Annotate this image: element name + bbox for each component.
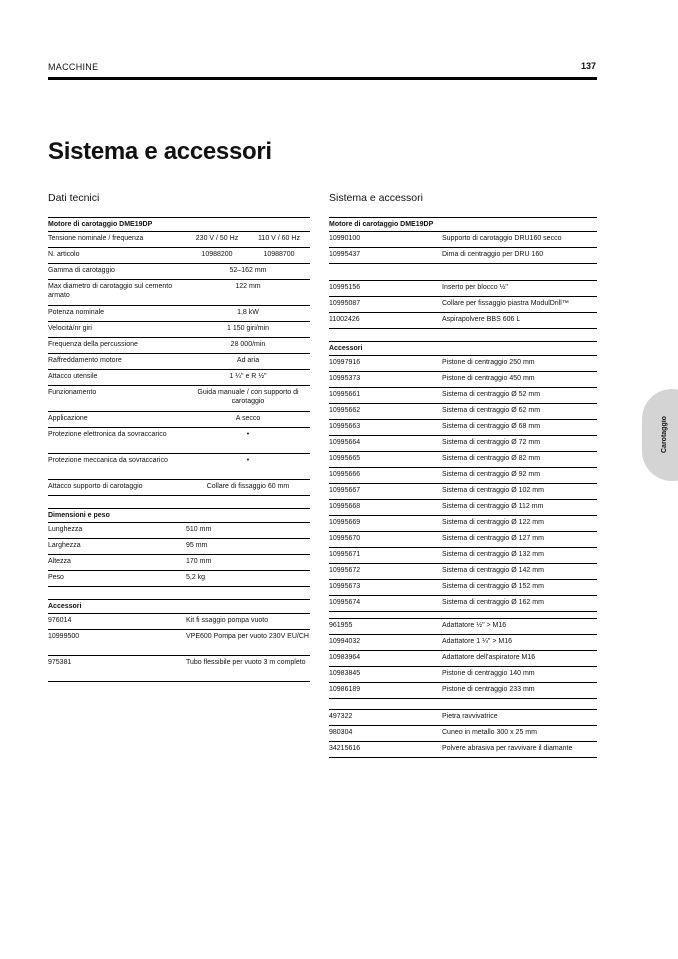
accessory-row: 10997916 Pistone di centraggio 250 mm bbox=[329, 356, 597, 372]
system-row: 10995437 Dima di centraggio per DRU 160 bbox=[329, 248, 597, 264]
accessory-row: 976014 Kit fi ssaggio pompa vuoto bbox=[48, 614, 310, 630]
spec-row: Attacco utensile 1 ¼" e R ½" bbox=[48, 370, 310, 386]
side-tab-label: Carotaggio bbox=[661, 416, 668, 454]
accessory-row: 10995663 Sistema di centraggio Ø 68 mm bbox=[329, 420, 597, 436]
adapter-row: 10983845 Pistone di centraggio 140 mm bbox=[329, 667, 597, 683]
accessory-row: 10995664 Sistema di centraggio Ø 72 mm bbox=[329, 436, 597, 452]
spec-row: Tensione nominale / frequenza 230 V / 50 Hz 110 V / 60 Hz bbox=[48, 232, 310, 248]
technical-data-heading: Dati tecnici bbox=[48, 192, 100, 204]
right-column bbox=[329, 191, 597, 758]
tool-row: 34215616 Polvere abrasiva per ravvivare il diamante bbox=[329, 742, 597, 758]
spec-row: Raffreddamento motore Ad aria bbox=[48, 354, 310, 370]
system-row: 10995087 Collare per fissaggio piastra ModulDrill™ bbox=[329, 297, 597, 313]
system-accessories-heading: Sistema e accessori bbox=[329, 192, 423, 204]
accessory-row: 10995674 Sistema di centraggio Ø 162 mm bbox=[329, 596, 597, 612]
spec-row: Protezione elettronica da sovraccarico • bbox=[48, 428, 310, 454]
dimension-row: Lunghezza 510 mm bbox=[48, 523, 310, 539]
system-title: Motore di carotaggio DME19DP bbox=[329, 217, 597, 232]
accessory-row: 10995665 Sistema di centraggio Ø 82 mm bbox=[329, 452, 597, 468]
accessory-row: 10995672 Sistema di centraggio Ø 142 mm bbox=[329, 564, 597, 580]
accessory-row: 10995667 Sistema di centraggio Ø 102 mm bbox=[329, 484, 597, 500]
page-number: 137 bbox=[580, 61, 596, 71]
blank-row bbox=[329, 264, 597, 281]
adapter-row: 10983964 Adattatore dell'aspiratore M16 bbox=[329, 651, 597, 667]
accessory-row: 10995666 Sistema di centraggio Ø 92 mm bbox=[329, 468, 597, 484]
accessory-row: 10995668 Sistema di centraggio Ø 112 mm bbox=[329, 500, 597, 516]
dimension-row: Larghezza 95 mm bbox=[48, 539, 310, 555]
system-row: 10995156 Inserto per blocco ½" bbox=[329, 281, 597, 297]
header-rule bbox=[48, 77, 597, 80]
accessory-row: 10995673 Sistema di centraggio Ø 152 mm bbox=[329, 580, 597, 596]
spec-row: Protezione meccanica da sovraccarico • bbox=[48, 454, 310, 480]
header-section: MACCHINE bbox=[48, 62, 99, 72]
spec-row: Funzionamento Guida manuale / con supporto di carotaggio bbox=[48, 386, 310, 412]
spec-row: Attacco supporto di carotaggio Collare di fissaggio 60 mm bbox=[48, 480, 310, 496]
left-accessories-title: Accessori bbox=[48, 599, 310, 614]
accessory-row: 10995373 Pistone di centraggio 450 mm bbox=[329, 372, 597, 388]
system-row: 10990100 Supporto di carotaggio DRU160 secco bbox=[329, 232, 597, 248]
dimension-row: Peso 5,2 kg bbox=[48, 571, 310, 587]
accessory-row: 10995670 Sistema di centraggio Ø 127 mm bbox=[329, 532, 597, 548]
accessory-row: 975381 Tubo flessibile per vuoto 3 m completo bbox=[48, 656, 310, 682]
spec-row: Velocità/nr giri 1 150 giri/min bbox=[48, 322, 310, 338]
adapter-row: 10994032 Adattatore 1 ¼" > M16 bbox=[329, 635, 597, 651]
accessory-row: 10995671 Sistema di centraggio Ø 132 mm bbox=[329, 548, 597, 564]
system-row: 11002426 Aspirapolvere BBS 606 L bbox=[329, 313, 597, 329]
right-accessories-title: Accessori bbox=[329, 341, 597, 356]
adapter-row: 961955 Adattatore ½" > M16 bbox=[329, 619, 597, 635]
page-title: Sistema e accessori bbox=[48, 138, 272, 165]
accessory-row: 10999500 VPE600 Pompa per vuoto 230V EU/CH bbox=[48, 630, 310, 656]
spec-row: N. articolo 10988200 10988700 bbox=[48, 248, 310, 264]
spec-row: Potenza nominale 1,8 kW bbox=[48, 306, 310, 322]
tool-row: 497322 Pietra ravvivatrice bbox=[329, 710, 597, 726]
dimensions-title: Dimensioni e peso bbox=[48, 508, 310, 523]
spec-row: Applicazione A secco bbox=[48, 412, 310, 428]
left-column bbox=[48, 191, 310, 682]
spec-row: Frequenza della percussione 28 000/min bbox=[48, 338, 310, 354]
spec-row: Max diametro di carotaggio sul cemento armato 122 mm bbox=[48, 280, 310, 306]
adapter-row: 10986189 Pistone di centraggio 233 mm bbox=[329, 683, 597, 699]
spec-row: Gamma di carotaggio 52–162 mm bbox=[48, 264, 310, 280]
tool-row: 980304 Cuneo in metallo 300 x 25 mm bbox=[329, 726, 597, 742]
specs-title: Motore di carotaggio DME19DP bbox=[48, 217, 310, 232]
accessory-row: 10995662 Sistema di centraggio Ø 62 mm bbox=[329, 404, 597, 420]
dimension-row: Altezza 170 mm bbox=[48, 555, 310, 571]
accessory-row: 10995661 Sistema di centraggio Ø 52 mm bbox=[329, 388, 597, 404]
accessory-row: 10995669 Sistema di centraggio Ø 122 mm bbox=[329, 516, 597, 532]
